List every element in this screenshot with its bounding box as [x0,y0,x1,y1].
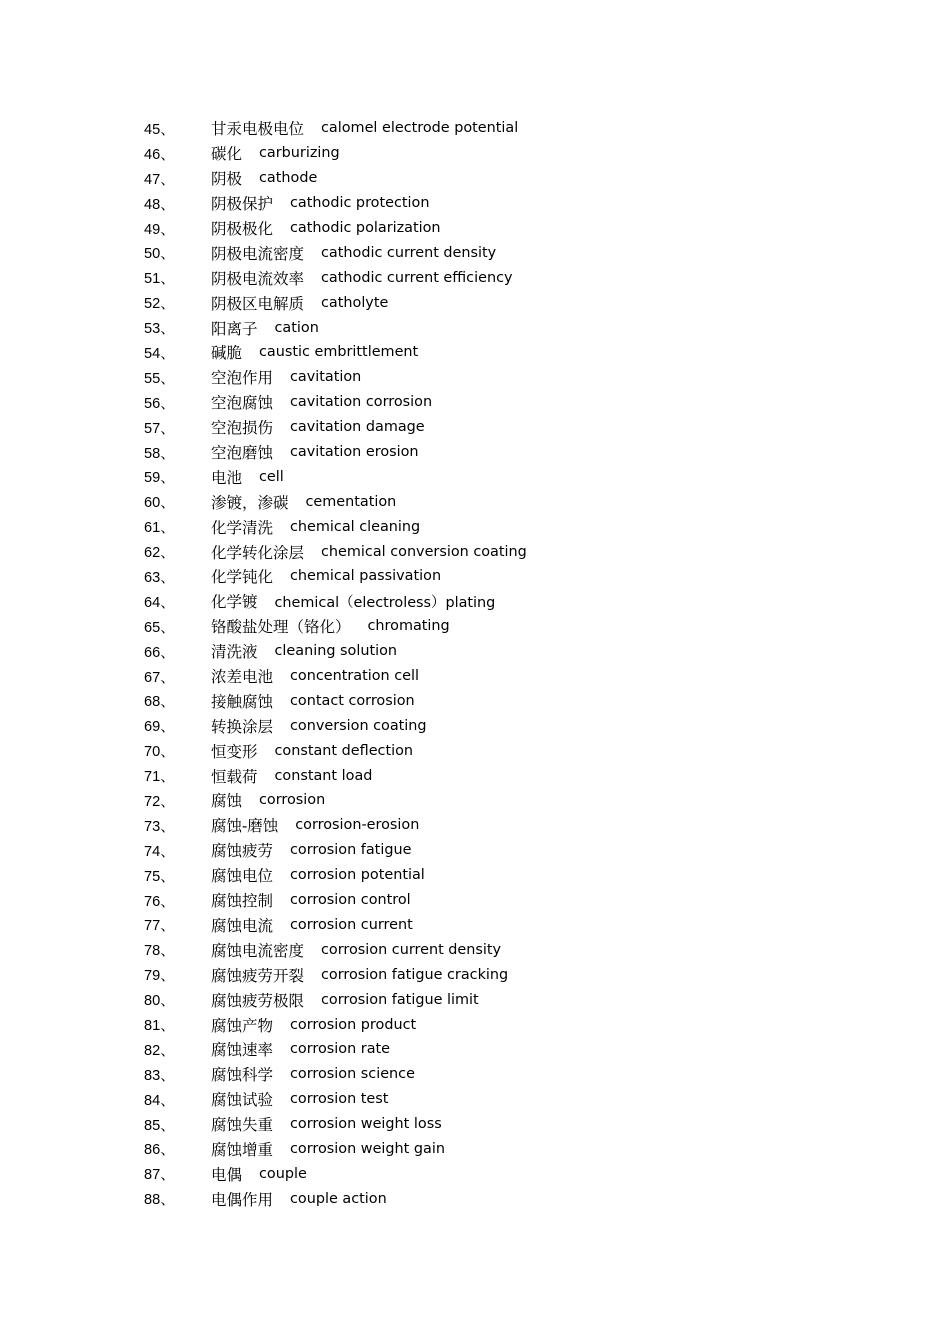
entry-chinese-term: 阴极电流密度 [211,244,305,263]
entry-english-term: calomel electrode potential [321,120,519,137]
glossary-entry [144,216,904,241]
entry-chinese-term: 阴极区电解质 [211,294,305,313]
entry-english-term: cation [274,319,319,336]
entry-number: 61、 [144,520,175,537]
entry-english-term: concentration cell [290,668,420,685]
entry-chinese-term: 转换涂层 [211,717,274,736]
entry-number: 86、 [144,1142,175,1159]
entry-number: 65、 [144,619,175,636]
entry-number: 56、 [144,395,175,412]
entry-chinese-term: 空泡作用 [211,369,274,388]
glossary-entry [144,1186,904,1211]
glossary-entry [144,639,904,664]
entry-chinese-term: 腐蚀速率 [211,1041,274,1060]
entry-english-term: corrosion test [290,1091,389,1108]
entry-english-term: cavitation damage [290,419,425,436]
glossary-entry [144,987,904,1012]
glossary-entry [144,664,904,689]
glossary-entry [144,1012,904,1037]
entry-english-term: cavitation erosion [290,444,419,461]
entry-english-term: corrosion current density [321,941,502,958]
glossary-entry [144,390,904,415]
entry-chinese-term: 恒载荷 [211,767,258,786]
entry-number: 60、 [144,495,175,512]
entry-english-term: corrosion control [290,892,411,909]
entry-chinese-term: 腐蚀电位 [211,867,274,886]
entry-number: 52、 [144,296,175,313]
entry-chinese-term: 腐蚀疲劳开裂 [211,966,305,985]
entry-number: 80、 [144,993,175,1010]
entry-number: 75、 [144,868,175,885]
entry-number: 66、 [144,644,175,661]
entry-number: 57、 [144,420,175,437]
glossary-entry [144,913,904,938]
entry-english-term: corrosion fatigue cracking [321,966,509,983]
glossary-entry [144,464,904,489]
glossary-entry [144,365,904,390]
entry-chinese-term: 阳离子 [211,319,258,338]
entry-english-term: cathodic protection [290,195,430,212]
entry-chinese-term: 电偶 [211,1165,243,1184]
entry-english-term: cathode [259,170,318,187]
entry-number: 54、 [144,345,175,362]
entry-chinese-term: 电偶作用 [211,1190,274,1209]
entry-chinese-term: 电池 [211,468,243,487]
entry-english-term: chemical conversion coating [321,543,527,560]
glossary-entry [144,539,904,564]
glossary-entry [144,1137,904,1162]
entry-number: 46、 [144,146,175,163]
entry-number: 62、 [144,545,175,562]
entry-english-term: contact corrosion [290,692,415,709]
entry-number: 71、 [144,769,175,786]
entry-chinese-term: 空泡磨蚀 [211,444,274,463]
entry-number: 53、 [144,321,175,338]
glossary-entry [144,1112,904,1137]
entry-english-term: constant load [274,767,373,784]
glossary-entry [144,265,904,290]
entry-chinese-term: 清洗液 [211,643,258,662]
entry-chinese-term: 空泡腐蚀 [211,394,274,413]
entry-chinese-term: 腐蚀控制 [211,892,274,911]
entry-english-term: corrosion rate [290,1041,391,1058]
entry-number: 72、 [144,793,175,810]
glossary-entry [144,888,904,913]
entry-number: 83、 [144,1067,175,1084]
glossary-entry [144,415,904,440]
entry-chinese-term: 化学钝化 [211,568,274,587]
entry-number: 67、 [144,669,175,686]
entry-number: 68、 [144,694,175,711]
entry-english-term: constant deflection [274,742,414,759]
entry-chinese-term: 空泡损伤 [211,419,274,438]
entry-english-term: chemical（electroless）plating [274,594,496,611]
entry-chinese-term: 阴极电流效率 [211,269,305,288]
entry-english-term: corrosion science [290,1066,415,1083]
glossary-entry [144,116,904,141]
glossary-entry [144,141,904,166]
entry-chinese-term: 腐蚀产物 [211,1016,274,1035]
glossary-entry [144,191,904,216]
entry-english-term: cathodic current density [321,244,497,261]
glossary-entry [144,788,904,813]
glossary-entry [144,589,904,614]
entry-english-term: cleaning solution [274,643,398,660]
entry-number: 45、 [144,121,175,138]
entry-number: 88、 [144,1192,175,1209]
glossary-entry [144,614,904,639]
entry-english-term: corrosion fatigue [290,842,412,859]
entry-english-term: cementation [305,493,397,510]
entry-english-term: carburizing [259,145,340,162]
entry-english-term: corrosion [259,792,326,809]
entry-english-term: cathodic polarization [290,220,441,236]
glossary-entry [144,763,904,788]
entry-english-term: chromating [367,618,450,635]
entry-chinese-term: 腐蚀-磨蚀 [211,817,279,836]
glossary-entry [144,738,904,763]
entry-english-term: catholyte [321,294,389,311]
entry-number: 82、 [144,1042,175,1059]
entry-number: 51、 [144,271,175,288]
entry-chinese-term: 接触腐蚀 [211,692,274,711]
entry-number: 48、 [144,196,175,213]
entry-english-term: cell [259,468,284,485]
entry-english-term: corrosion product [290,1016,417,1033]
glossary-entry [144,564,904,589]
entry-chinese-term: 腐蚀电流 [211,916,274,935]
entry-chinese-term: 腐蚀科学 [211,1066,274,1085]
entry-number: 81、 [144,1018,175,1034]
glossary-entry [144,240,904,265]
entry-chinese-term: 腐蚀 [211,792,243,811]
glossary-list [144,116,904,1211]
entry-english-term: corrosion weight gain [290,1140,445,1157]
entry-number: 85、 [144,1117,175,1134]
entry-english-term: corrosion potential [290,867,425,884]
entry-chinese-term: 腐蚀增重 [211,1140,274,1159]
entry-number: 70、 [144,744,175,761]
glossary-entry [144,489,904,514]
entry-number: 79、 [144,968,175,985]
entry-english-term: cavitation [290,369,362,386]
entry-number: 84、 [144,1092,175,1109]
entry-english-term: couple [259,1165,307,1182]
entry-chinese-term: 碱脆 [211,344,243,363]
glossary-entry [144,340,904,365]
glossary-entry [144,713,904,738]
entry-chinese-term: 碳化 [211,145,243,164]
entry-chinese-term: 阴极 [211,170,243,189]
entry-chinese-term: 甘汞电极电位 [211,120,305,139]
entry-chinese-term: 腐蚀电流密度 [211,941,305,960]
entry-number: 55、 [144,370,175,387]
entry-number: 74、 [144,843,175,860]
glossary-entry [144,1062,904,1087]
entry-chinese-term: 腐蚀疲劳极限 [211,991,305,1010]
entry-number: 49、 [144,221,175,238]
entry-chinese-term: 浓差电池 [211,668,274,687]
entry-chinese-term: 化学转化涂层 [211,543,305,562]
glossary-entry [144,937,904,962]
entry-number: 78、 [144,943,175,960]
entry-number: 47、 [144,171,175,188]
entry-chinese-term: 腐蚀疲劳 [211,842,274,861]
entry-number: 59、 [144,470,175,487]
entry-english-term: corrosion weight loss [290,1116,442,1133]
entry-number: 69、 [144,719,175,736]
entry-number: 73、 [144,818,175,835]
glossary-entry [144,1161,904,1186]
glossary-entry [144,166,904,191]
entry-chinese-term: 阴极保护 [211,195,274,214]
glossary-entry [144,813,904,838]
entry-english-term: cathodic current efficiency [321,269,513,286]
glossary-entry [144,962,904,987]
entry-number: 77、 [144,918,175,935]
entry-english-term: corrosion fatigue limit [321,991,479,1008]
entry-number: 58、 [144,445,175,462]
entry-number: 63、 [144,569,175,586]
entry-chinese-term: 恒变形 [211,742,258,761]
entry-number: 87、 [144,1167,175,1184]
entry-chinese-term: 渗镀，渗碳 [211,493,289,512]
glossary-entry [144,290,904,315]
entry-english-term: cavitation corrosion [290,394,433,411]
entry-chinese-term: 腐蚀试验 [211,1091,274,1110]
glossary-entry [144,863,904,888]
glossary-entry [144,440,904,465]
entry-number: 50、 [144,246,175,263]
entry-english-term: chemical passivation [290,568,442,585]
entry-english-term: caustic embrittlement [259,344,419,361]
entry-english-term: corrosion current [290,916,413,933]
glossary-entry [144,688,904,713]
glossary-entry [144,1087,904,1112]
entry-english-term: chemical cleaning [290,518,421,535]
glossary-entry [144,315,904,340]
glossary-entry [144,1037,904,1062]
entry-chinese-term: 铬酸盐处理（铬化） [211,618,351,637]
glossary-entry [144,514,904,539]
entry-number: 64、 [144,594,175,611]
entry-chinese-term: 阴极极化 [211,220,274,238]
entry-chinese-term: 化学镀 [211,593,258,612]
entry-chinese-term: 化学清洗 [211,518,274,537]
entry-english-term: couple action [290,1190,387,1207]
entry-number: 76、 [144,893,175,910]
entry-chinese-term: 腐蚀失重 [211,1116,274,1135]
entry-english-term: conversion coating [290,717,427,734]
entry-english-term: corrosion-erosion [295,817,420,834]
glossary-entry [144,838,904,863]
